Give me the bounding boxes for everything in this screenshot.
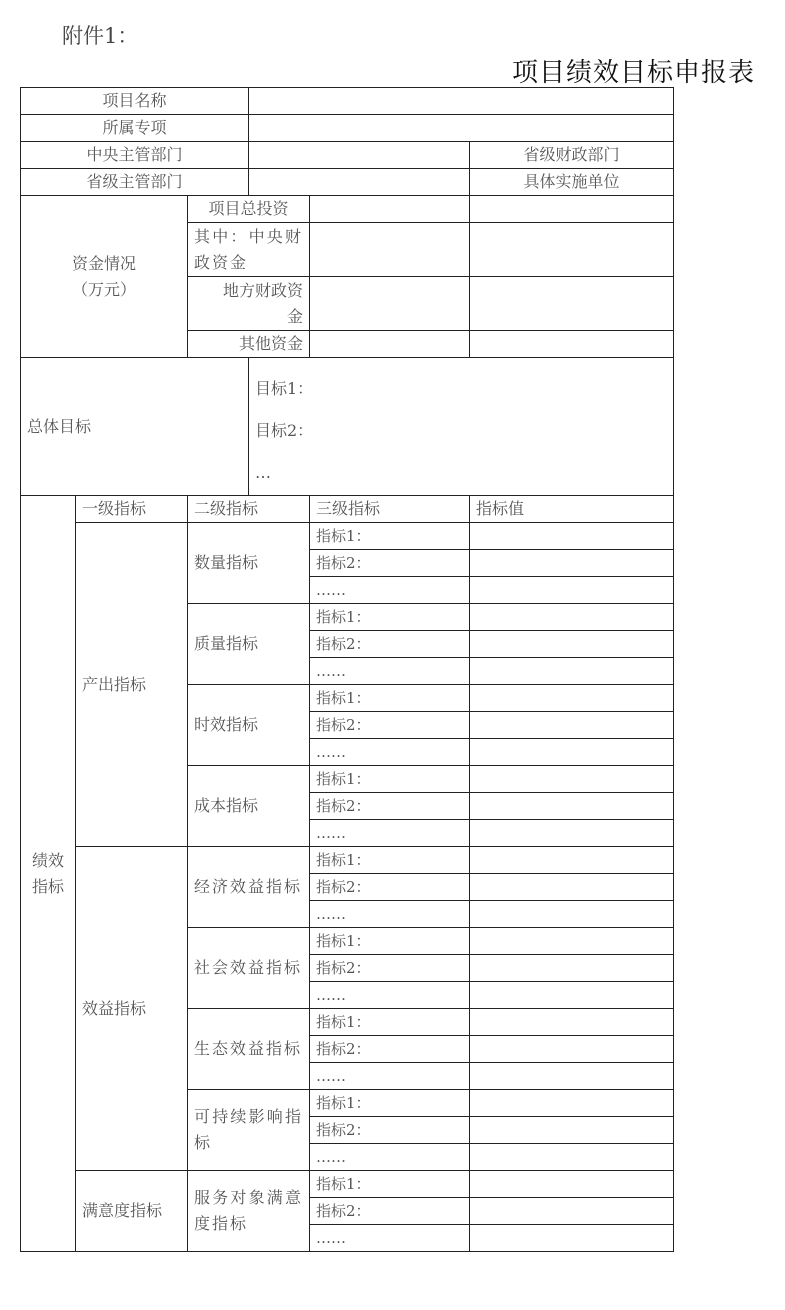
field-central-funds[interactable]	[310, 223, 470, 277]
level1-indicator: 效益指标	[76, 847, 188, 1171]
level1-indicator: 产出指标	[76, 523, 188, 847]
level2-indicator: 时效指标	[188, 685, 310, 766]
goal-1: 目标1：	[255, 379, 314, 398]
indicator-value-field[interactable]	[470, 847, 674, 874]
indicator-value-field[interactable]	[470, 1144, 674, 1171]
row-overall-goal	[21, 358, 674, 496]
field-central-funds-2[interactable]	[470, 223, 674, 277]
level3-indicator: 指标1：	[310, 1171, 470, 1198]
header-level3: 三级指标	[310, 496, 470, 523]
field-central-dept[interactable]	[249, 142, 470, 169]
indicator-value-field[interactable]	[470, 1171, 674, 1198]
level3-indicator: ……	[310, 658, 470, 685]
level3-indicator: ……	[310, 1225, 470, 1252]
funds-label	[21, 196, 188, 358]
level3-indicator: 指标1：	[310, 1009, 470, 1036]
label-prov-dept: 省级主管部门	[21, 169, 249, 196]
header-value: 指标值	[470, 496, 674, 523]
indicator-value-field[interactable]	[470, 1117, 674, 1144]
label-overall-goal: 总体目标	[21, 358, 249, 496]
level2-indicator: 质量指标	[188, 604, 310, 685]
level3-indicator: 指标2：	[310, 631, 470, 658]
level3-indicator: 指标1：	[310, 685, 470, 712]
header-level1: 一级指标	[76, 496, 188, 523]
row-project-name	[21, 88, 674, 115]
table-row	[21, 847, 674, 874]
perf-label	[21, 496, 76, 1252]
level1-indicator: 满意度指标	[76, 1171, 188, 1252]
funds-label-line2: （万元）	[71, 279, 136, 299]
row-prov-dept	[21, 169, 674, 196]
indicator-value-field[interactable]	[470, 1009, 674, 1036]
goal-more: …	[255, 463, 271, 482]
label-local-funds-line2: 金	[286, 306, 303, 326]
field-special-item[interactable]	[249, 115, 674, 142]
level3-indicator: 指标2：	[310, 1117, 470, 1144]
level2-indicator: 服务对象满意度指标	[188, 1171, 310, 1252]
level3-indicator: 指标1：	[310, 928, 470, 955]
level3-indicator: 指标2：	[310, 1036, 470, 1063]
header-level2: 二级指标	[188, 496, 310, 523]
row-special-item	[21, 115, 674, 142]
field-total-investment[interactable]	[310, 196, 470, 223]
level2-indicator: 经济效益指标	[188, 847, 310, 928]
field-total-investment-2[interactable]	[470, 196, 674, 223]
label-total-investment: 项目总投资	[188, 196, 310, 223]
field-prov-dept[interactable]	[249, 169, 470, 196]
field-local-funds[interactable]	[310, 277, 470, 331]
indicator-value-field[interactable]	[470, 820, 674, 847]
row-funds-total	[21, 196, 674, 223]
field-other-funds-2[interactable]	[470, 331, 674, 358]
indicator-value-field[interactable]	[470, 1036, 674, 1063]
field-overall-goal[interactable]	[249, 358, 674, 496]
indicator-value-field[interactable]	[470, 631, 674, 658]
label-local-funds-line1: 地方财政资	[222, 280, 303, 300]
label-central-dept: 中央主管部门	[21, 142, 249, 169]
field-project-name[interactable]	[249, 88, 674, 115]
perf-label-line1: 绩效	[31, 850, 64, 870]
label-impl-unit: 具体实施单位	[470, 169, 674, 196]
table-row	[21, 523, 674, 550]
indicator-value-field[interactable]	[470, 739, 674, 766]
level3-indicator: ……	[310, 982, 470, 1009]
level3-indicator: ……	[310, 1063, 470, 1090]
label-other-funds: 其他资金	[188, 331, 310, 358]
label-prov-finance: 省级财政部门	[470, 142, 674, 169]
indicator-value-field[interactable]	[470, 1063, 674, 1090]
row-perf-header	[21, 496, 674, 523]
perf-label-line2: 指标	[31, 876, 64, 896]
level3-indicator: 指标1：	[310, 766, 470, 793]
level3-indicator: 指标2：	[310, 955, 470, 982]
level3-indicator: 指标2：	[310, 793, 470, 820]
level2-indicator: 可持续影响指标	[188, 1090, 310, 1171]
row-central-dept	[21, 142, 674, 169]
level3-indicator: 指标1：	[310, 847, 470, 874]
indicator-value-field[interactable]	[470, 550, 674, 577]
performance-goal-form	[20, 87, 674, 1252]
level3-indicator: ……	[310, 820, 470, 847]
level3-indicator: 指标2：	[310, 874, 470, 901]
level3-indicator: 指标1：	[310, 1090, 470, 1117]
table-row	[21, 1171, 674, 1198]
indicator-value-field[interactable]	[470, 685, 674, 712]
indicator-value-field[interactable]	[470, 577, 674, 604]
funds-label-line1: 资金情况	[71, 253, 136, 273]
level2-indicator: 社会效益指标	[188, 928, 310, 1009]
level2-indicator: 生态效益指标	[188, 1009, 310, 1090]
indicator-value-field[interactable]	[470, 604, 674, 631]
level2-indicator: 成本指标	[188, 766, 310, 847]
indicator-value-field[interactable]	[470, 523, 674, 550]
level3-indicator: ……	[310, 577, 470, 604]
indicator-value-field[interactable]	[470, 874, 674, 901]
attachment-label: 附件1：	[62, 24, 139, 48]
indicator-value-field[interactable]	[470, 1090, 674, 1117]
field-local-funds-2[interactable]	[470, 277, 674, 331]
level3-indicator: ……	[310, 901, 470, 928]
page-title: 项目绩效目标申报表	[511, 58, 755, 88]
level3-indicator: 指标2：	[310, 712, 470, 739]
indicator-value-field[interactable]	[470, 1198, 674, 1225]
indicator-value-field[interactable]	[470, 901, 674, 928]
indicator-value-field[interactable]	[470, 955, 674, 982]
label-special-item: 所属专项	[21, 115, 249, 142]
indicator-value-field[interactable]	[470, 793, 674, 820]
label-local-funds	[188, 277, 310, 331]
level3-indicator: 指标2：	[310, 550, 470, 577]
level3-indicator: ……	[310, 739, 470, 766]
label-central-funds: 其中：中央财政资金	[188, 223, 310, 277]
level3-indicator: 指标1：	[310, 604, 470, 631]
goal-2: 目标2：	[255, 421, 314, 440]
indicator-value-field[interactable]	[470, 658, 674, 685]
indicator-value-field[interactable]	[470, 982, 674, 1009]
field-other-funds[interactable]	[310, 331, 470, 358]
level2-indicator: 数量指标	[188, 523, 310, 604]
level3-indicator: ……	[310, 1144, 470, 1171]
level3-indicator: 指标2：	[310, 1198, 470, 1225]
level3-indicator: 指标1：	[310, 523, 470, 550]
indicator-value-field[interactable]	[470, 1225, 674, 1252]
label-project-name: 项目名称	[21, 88, 249, 115]
indicator-value-field[interactable]	[470, 928, 674, 955]
indicator-value-field[interactable]	[470, 766, 674, 793]
indicator-value-field[interactable]	[470, 712, 674, 739]
